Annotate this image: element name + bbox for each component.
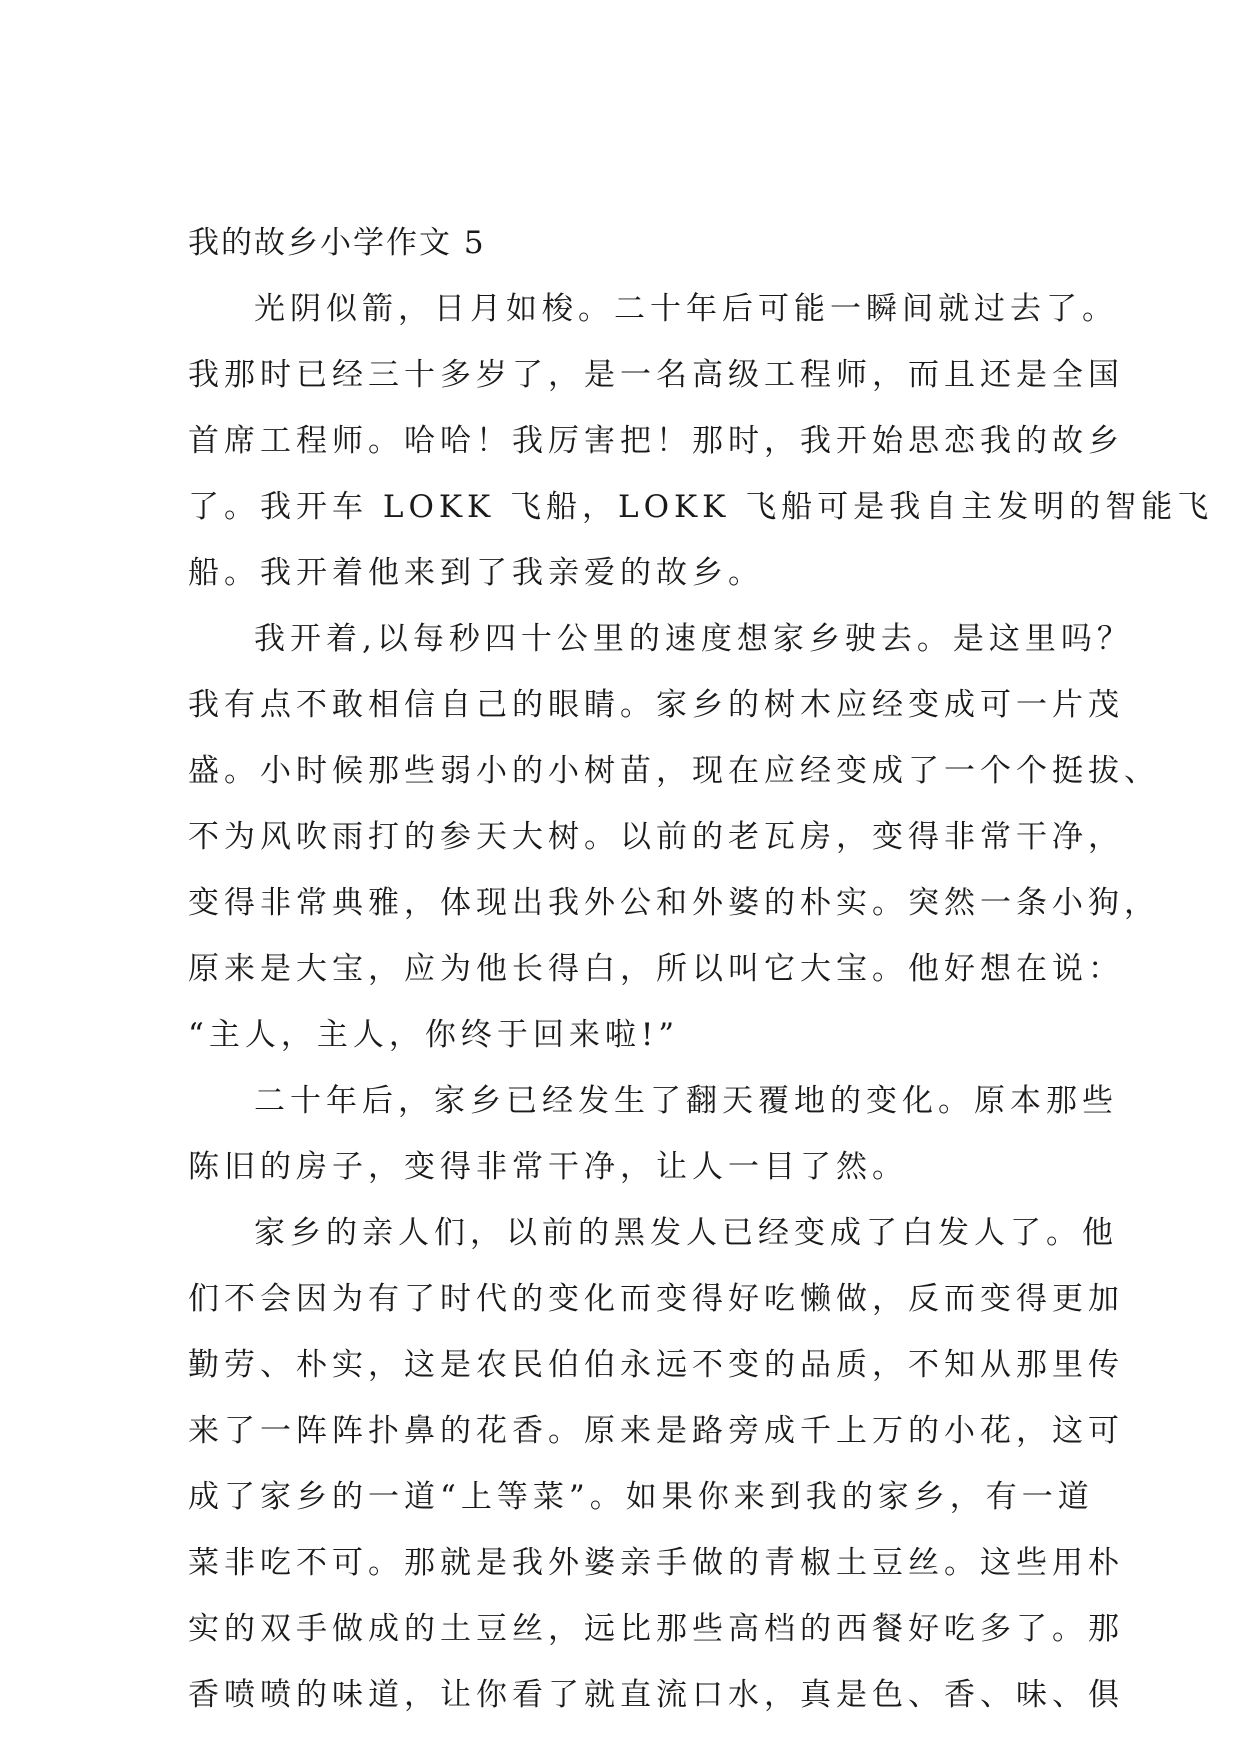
document-title: 我的故乡小学作文 5 bbox=[188, 225, 486, 261]
paragraph-line: 我有点不敢相信自己的眼睛。家乡的树木应经变成可一片茂 bbox=[188, 687, 1124, 723]
paragraph-line: 菜非吃不可。那就是我外婆亲手做的青椒土豆丝。这些用朴 bbox=[188, 1545, 1124, 1581]
paragraph-line: 家乡的亲人们，以前的黑发人已经变成了白发人了。他 bbox=[254, 1215, 1118, 1251]
paragraph-line: “主人，主人，你终于回来啦!” bbox=[188, 1017, 680, 1053]
paragraph-line: 变得非常典雅，体现出我外公和外婆的朴实。突然一条小狗， bbox=[188, 885, 1160, 921]
paragraph-line: 了。我开车 LOKK 飞船，LOKK 飞船可是我自主发明的智能飞 bbox=[188, 489, 1214, 525]
paragraph-line: 我开着,以每秒四十公里的速度想家乡驶去。是这里吗？ bbox=[254, 621, 1133, 657]
paragraph-line: 香喷喷的味道，让你看了就直流口水，真是色、香、味、俱 bbox=[188, 1677, 1124, 1713]
paragraph-line: 实的双手做成的土豆丝，远比那些高档的西餐好吃多了。那 bbox=[188, 1611, 1124, 1647]
paragraph-line: 来了一阵阵扑鼻的花香。原来是路旁成千上万的小花，这可 bbox=[188, 1413, 1124, 1449]
paragraph-line: 勤劳、朴实，这是农民伯伯永远不变的品质，不知从那里传 bbox=[188, 1347, 1124, 1383]
paragraph-line: 们不会因为有了时代的变化而变得好吃懒做，反而变得更加 bbox=[188, 1281, 1124, 1317]
paragraph-line: 光阴似箭，日月如梭。二十年后可能一瞬间就过去了。 bbox=[254, 291, 1118, 327]
paragraph-line: 原来是大宝，应为他长得白，所以叫它大宝。他好想在说： bbox=[188, 951, 1124, 987]
paragraph-line: 盛。小时候那些弱小的小树苗，现在应经变成了一个个挺拔、 bbox=[188, 753, 1160, 789]
paragraph-line: 二十年后，家乡已经发生了翻天覆地的变化。原本那些 bbox=[254, 1083, 1118, 1119]
paragraph-line: 成了家乡的一道“上等菜”。如果你来到我的家乡，有一道 bbox=[188, 1479, 1094, 1515]
paragraph-line: 不为风吹雨打的参天大树。以前的老瓦房，变得非常干净， bbox=[188, 819, 1124, 855]
paragraph-line: 我那时已经三十多岁了，是一名高级工程师，而且还是全国 bbox=[188, 357, 1124, 393]
paragraph-line: 陈旧的房子，变得非常干净，让人一目了然。 bbox=[188, 1149, 908, 1185]
paragraph-line: 首席工程师。哈哈！我厉害把！那时，我开始思恋我的故乡 bbox=[188, 423, 1124, 459]
paragraph-line: 船。我开着他来到了我亲爱的故乡。 bbox=[188, 555, 764, 591]
